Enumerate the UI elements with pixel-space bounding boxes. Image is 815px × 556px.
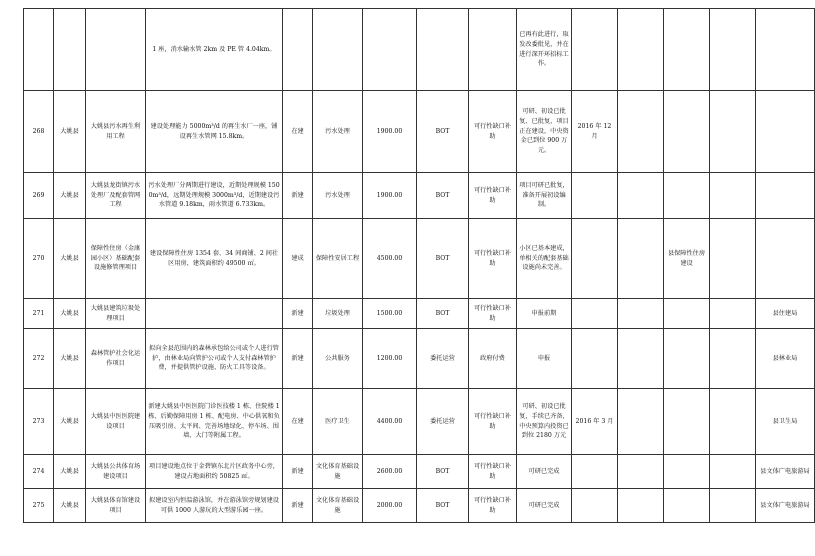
type-cell: 新建 <box>283 455 313 489</box>
return-mechanism-cell: 可行性缺口补助 <box>469 299 517 329</box>
project-name-cell <box>86 9 146 91</box>
mode-cell: BOT <box>417 219 469 299</box>
table-row <box>24 455 815 489</box>
investment-cell: 1500.00 <box>363 299 417 329</box>
column-12-cell <box>618 389 664 455</box>
column-12-cell <box>618 219 664 299</box>
return-mechanism-cell: 可行性缺口补助 <box>469 173 517 219</box>
progress-cell: 小区已基本建成，单相关的配套基础设施尚未完善。 <box>517 219 572 299</box>
time-cell <box>572 299 618 329</box>
county-cell: 大姚县 <box>54 173 86 219</box>
content-cell: 建设处理能力 5000m³/d 的再生水厂一座，铺设再生水管网 15.8km。 <box>146 91 283 173</box>
time-cell <box>572 455 618 489</box>
table-row <box>24 329 815 389</box>
row-number: 273 <box>24 389 54 455</box>
return-mechanism-cell: 可行性缺口补助 <box>469 489 517 523</box>
row-number: 271 <box>24 299 54 329</box>
table-row <box>24 9 815 91</box>
project-name-cell: 大姚县建筑垃圾处理项目 <box>86 299 146 329</box>
column-12-cell <box>618 455 664 489</box>
time-cell: 2016 年 12 月 <box>572 91 618 173</box>
column-12-cell <box>618 489 664 523</box>
category-cell: 文化体育基础设施 <box>313 455 363 489</box>
row-number: 269 <box>24 173 54 219</box>
investment-cell: 2000.00 <box>363 489 417 523</box>
department-cell <box>756 91 815 173</box>
category-cell: 文化体育基础设施 <box>313 489 363 523</box>
column-12-cell <box>618 299 664 329</box>
project-name-cell: 森林管护社会化运作项目 <box>86 329 146 389</box>
department-cell <box>756 9 815 91</box>
row-number <box>24 9 54 91</box>
investment-cell: 4500.00 <box>363 219 417 299</box>
department-cell: 县文体广电旅游局 <box>756 455 815 489</box>
content-cell <box>146 299 283 329</box>
content-cell: 1 座，消水输水管 2km 及 PE 管 4.04km。 <box>146 9 283 91</box>
project-name-cell: 大姚县污水再生利用工程 <box>86 91 146 173</box>
county-cell: 大姚县 <box>54 389 86 455</box>
progress-cell: 可研已完成 <box>517 455 572 489</box>
content-cell: 新建大姚县中医医院门诊医技楼 1 栋、住院楼 1 栋、后勤保障用房 1 栋、配电房、中心供氧和负压吸引房、太平间、完善场地绿化、停车场、围墙、大门等附属工程。 <box>146 389 283 455</box>
column-13-cell <box>664 173 710 219</box>
department-cell: 县林业局 <box>756 329 815 389</box>
department-cell: 县住建局 <box>756 299 815 329</box>
content-cell: 拟建设室内恒温游泳馆，并在游泳馆旁规划建设可供 1000 人游玩的大型游乐园一座。 <box>146 489 283 523</box>
row-number: 268 <box>24 91 54 173</box>
type-cell: 在建 <box>283 389 313 455</box>
county-cell <box>54 9 86 91</box>
progress-cell: 可研、初设已批复，手续已齐备，中央预算内投资已到位 2180 万元 <box>517 389 572 455</box>
type-cell <box>283 9 313 91</box>
county-cell: 大姚县 <box>54 329 86 389</box>
content-cell: 拟向全县范围内的森林承包给公司或个人进行管护，由林业局向管护公司或个人支付森林管护费，并提供管护设施、防火工具等设备。 <box>146 329 283 389</box>
type-cell: 建成 <box>283 219 313 299</box>
county-cell: 大姚县 <box>54 489 86 523</box>
project-name-cell: 大姚县公共体育场建设项目 <box>86 455 146 489</box>
column-14-cell <box>710 9 756 91</box>
row-number: 272 <box>24 329 54 389</box>
county-cell: 大姚县 <box>54 299 86 329</box>
investment-cell: 2600.00 <box>363 455 417 489</box>
column-14-cell <box>710 455 756 489</box>
content-cell: 污水处理厂分两期进行建设，近期处理规模 1500m³/d，远期处理规模 3000m³/d，近期建设污水管道 9.18km，雨水管道 6.733km。 <box>146 173 283 219</box>
time-cell <box>572 9 618 91</box>
content-cell: 建设保障性住房 1354 套、34 间商铺、2 间社区用房，建筑面积约 49500 ㎡。 <box>146 219 283 299</box>
department-cell <box>756 173 815 219</box>
table-row <box>24 219 815 299</box>
time-cell <box>572 489 618 523</box>
table-row <box>24 489 815 523</box>
progress-cell: 已再有此进行，取发改委批见，并在进行深开环招标工作。 <box>517 9 572 91</box>
county-cell: 大姚县 <box>54 455 86 489</box>
column-14-cell <box>710 329 756 389</box>
return-mechanism-cell: 可行性缺口补助 <box>469 455 517 489</box>
row-number: 274 <box>24 455 54 489</box>
column-13-cell <box>664 299 710 329</box>
type-cell: 新建 <box>283 329 313 389</box>
type-cell: 新建 <box>283 299 313 329</box>
row-number: 275 <box>24 489 54 523</box>
mode-cell: BOT <box>417 489 469 523</box>
category-cell: 污水处理 <box>313 91 363 173</box>
type-cell: 新建 <box>283 489 313 523</box>
project-name-cell: 大姚县体育馆建设项目 <box>86 489 146 523</box>
department-cell: 县卫生局 <box>756 389 815 455</box>
progress-cell: 项目可研已批复，准备开展初设编制。 <box>517 173 572 219</box>
progress-cell: 申报前期 <box>517 299 572 329</box>
return-mechanism-cell: 可行性缺口补助 <box>469 389 517 455</box>
column-14-cell <box>710 219 756 299</box>
row-number: 270 <box>24 219 54 299</box>
category-cell: 保障性安居工程 <box>313 219 363 299</box>
column-13-cell <box>664 389 710 455</box>
mode-cell: BOT <box>417 91 469 173</box>
table-row <box>24 299 815 329</box>
column-14-cell <box>710 173 756 219</box>
column-13-cell: 县保障性住房建设 <box>664 219 710 299</box>
progress-cell: 可研、初设已批复、已批复，项目正在建设，中央资金已到位 900 万元。 <box>517 91 572 173</box>
progress-cell: 申报 <box>517 329 572 389</box>
category-cell <box>313 9 363 91</box>
mode-cell: BOT <box>417 173 469 219</box>
column-12-cell <box>618 91 664 173</box>
investment-cell: 1200.00 <box>363 329 417 389</box>
table-row <box>24 91 815 173</box>
investment-cell: 4400.00 <box>363 389 417 455</box>
column-14-cell <box>710 489 756 523</box>
content-cell: 项目建设地点位于金碧镇东北片区政务中心旁，建设占地面积约 50825 ㎡。 <box>146 455 283 489</box>
table-row <box>24 173 815 219</box>
table-row <box>24 389 815 455</box>
mode-cell: BOT <box>417 455 469 489</box>
investment-cell: 1900.00 <box>363 91 417 173</box>
department-cell <box>756 219 815 299</box>
investment-cell: 1900.00 <box>363 173 417 219</box>
column-14-cell <box>710 91 756 173</box>
column-13-cell <box>664 9 710 91</box>
time-cell <box>572 173 618 219</box>
column-14-cell <box>710 389 756 455</box>
category-cell: 垃圾处理 <box>313 299 363 329</box>
return-mechanism-cell: 政府付费 <box>469 329 517 389</box>
category-cell: 污水处理 <box>313 173 363 219</box>
time-cell <box>572 329 618 389</box>
mode-cell: 委托运营 <box>417 329 469 389</box>
county-cell: 大姚县 <box>54 91 86 173</box>
project-name-cell: 大姚县中医医院建设项目 <box>86 389 146 455</box>
department-cell: 县文体广电旅游局 <box>756 489 815 523</box>
project-name-cell: 大姚县龙街镇污水处理厂及配套管网工程 <box>86 173 146 219</box>
mode-cell <box>417 9 469 91</box>
return-mechanism-cell: 可行性缺口补助 <box>469 219 517 299</box>
time-cell: 2016 年 3 月 <box>572 389 618 455</box>
column-13-cell <box>664 455 710 489</box>
time-cell <box>572 219 618 299</box>
type-cell: 在建 <box>283 91 313 173</box>
county-cell: 大姚县 <box>54 219 86 299</box>
column-12-cell <box>618 173 664 219</box>
return-mechanism-cell: 可行性缺口补助 <box>469 91 517 173</box>
column-14-cell <box>710 299 756 329</box>
project-name-cell: 保障性住房（金康园小区）基础配套设施修管理项目 <box>86 219 146 299</box>
type-cell: 新建 <box>283 173 313 219</box>
category-cell: 医疗卫生 <box>313 389 363 455</box>
investment-cell <box>363 9 417 91</box>
column-12-cell <box>618 9 664 91</box>
column-12-cell <box>618 329 664 389</box>
project-table <box>23 8 815 523</box>
column-13-cell <box>664 91 710 173</box>
mode-cell: BOT <box>417 299 469 329</box>
return-mechanism-cell <box>469 9 517 91</box>
progress-cell: 可研已完成 <box>517 489 572 523</box>
column-13-cell <box>664 489 710 523</box>
category-cell: 公共服务 <box>313 329 363 389</box>
mode-cell: 委托运营 <box>417 389 469 455</box>
column-13-cell <box>664 329 710 389</box>
